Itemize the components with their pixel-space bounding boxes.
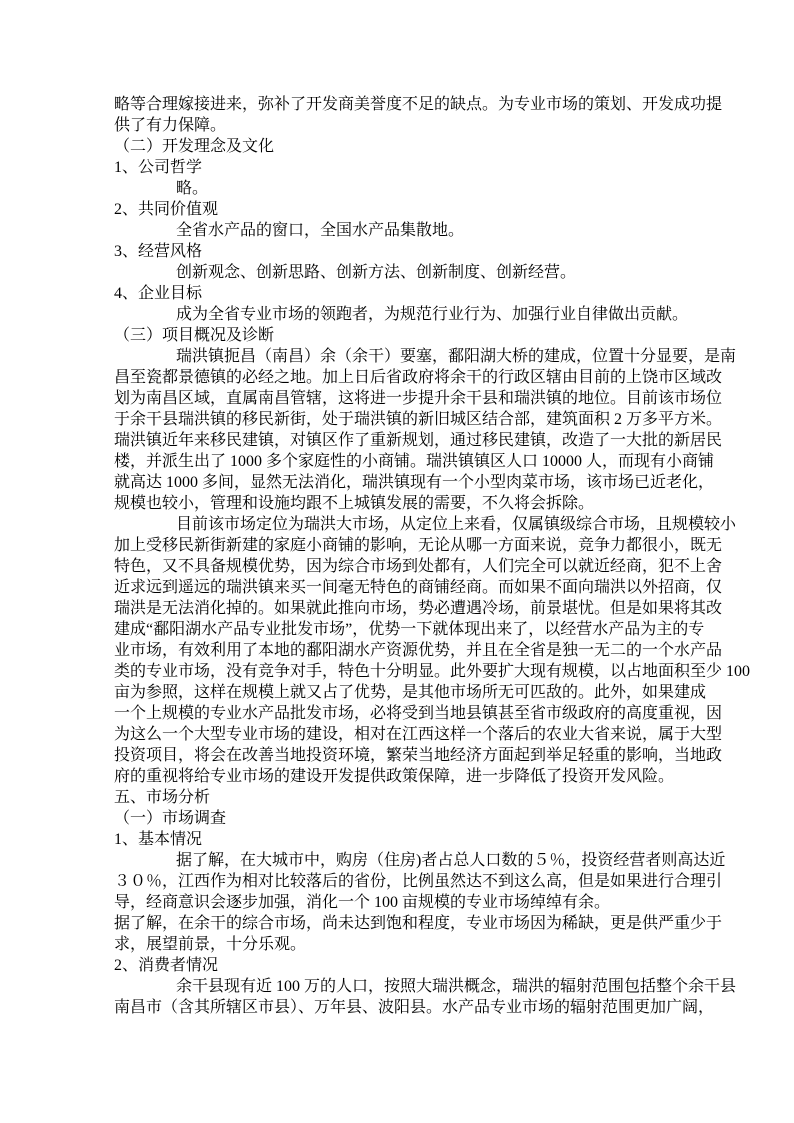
text-line: 略等合理嫁接进来，弥补了开发商美誉度不足的缺点。为专业市场的策划、开发成功提: [114, 96, 723, 113]
text-line: 近求远到遥远的瑞洪镇来买一间毫无特色的商铺经商。而如果不面向瑞洪以外招商，仅: [114, 579, 723, 596]
text-line: 成为全省专业市场的领跑者，为规范行业行为、加强行业自律做出贡献。: [176, 306, 689, 323]
text-line: 目前该市场定位为瑞洪大市场，从定位上来看，仅属镇级综合市场，且规模较小: [176, 516, 737, 533]
text-line: 特色，又不具备规模优势，因为综合市场到处都有，人们完全可以就近经商，犯不上舍: [114, 558, 723, 575]
text-line: 于余干县瑞洪镇的移民新街，处于瑞洪镇的新旧城区结合部，建筑面积 2 万多平方米。: [114, 411, 723, 428]
text-line: 业市场，有效利用了本地的鄱阳湖水产资源优势，并且在全省是独一无二的一个水产品: [114, 642, 723, 659]
text-line: 南昌市（含其所辖区市县）、万年县、波阳县。水产品专业市场的辐射范围更加广阔，: [114, 999, 715, 1016]
text-line: 略。: [176, 180, 209, 197]
text-line: 1、公司哲学: [114, 159, 203, 176]
text-line: （三）项目概况及诊断: [114, 327, 275, 344]
text-line: 规模也较小，管理和设施均跟不上城镇发展的需要，不久将会拆除。: [114, 495, 595, 512]
text-line: 创新观念、创新思路、创新方法、创新制度、创新经营。: [176, 264, 577, 281]
text-line: 1、基本情况: [114, 831, 203, 848]
text-line: 3、经营风格: [114, 243, 203, 260]
text-line: 为这么一个大型专业市场的建设，相对在江西这样一个落后的农业大省来说，属于大型: [114, 726, 723, 743]
text-line: 瑞洪镇近年来移民建镇，对镇区作了重新规划，通过移民建镇，改造了一大批的新居民: [114, 432, 723, 449]
document-body: [114, 94, 751, 1018]
text-line: （一）市场调查: [114, 810, 227, 827]
text-line: 投资项目，将会在改善当地投资环境，繁荣当地经济方面起到举足轻重的影响，当地政: [114, 747, 723, 764]
text-line: 余干县现有近 100 万的人口，按照大瑞洪概念，瑞洪的辐射范围包括整个余干县: [176, 978, 737, 995]
text-line: （二）开发理念及文化: [114, 138, 275, 155]
text-line: 4、企业目标: [114, 285, 203, 302]
text-line: 府的重视将给专业市场的建设开发提供政策保障，进一步降低了投资开发风险。: [114, 768, 675, 785]
text-line: 五、市场分析: [114, 789, 211, 806]
text-line: 加上受移民新街新建的家庭小商铺的影响，无论从哪一方面来说，竞争力都很小，既无: [114, 537, 723, 554]
text-line: 求，展望前景，十分乐观。: [114, 936, 307, 953]
text-line: 一个上规模的专业水产品批发市场，必将受到当地县镇甚至省市级政府的高度重视，因: [114, 705, 723, 722]
text-line: 划为南昌区域，直属南昌管辖，这将进一步提升余干县和瑞洪镇的地位。目前该市场位: [114, 390, 723, 407]
text-line: 昌至瓷都景德镇的必经之地。加上日后省政府将余干的行政区辖由目前的上饶市区域改: [114, 369, 723, 386]
text-line: 导，经商意识会逐步加强，消化一个 100 亩规模的专业市场绰绰有余。: [114, 894, 611, 911]
text-line: 2、消费者情况: [114, 957, 219, 974]
text-line: 供了有力保障。: [114, 117, 227, 134]
text-line: 亩为参照，这样在规模上就又占了优势，是其他市场所无可匹敌的。此外，如果建成: [114, 684, 707, 701]
text-line: 据了解，在大城市中，购房（住房)者占总人口数的５％，投资经营者则高达近: [176, 852, 726, 869]
text-line: 楼，并派生出了 1000 多个家庭性的小商铺。瑞洪镇镇区人口 10000 人，而现有小商铺: [114, 453, 715, 470]
text-line: 类的专业市场，没有竞争对手，特色十分明显。此外要扩大现有规模，以占地面积至少 100: [114, 663, 751, 680]
text-line: 全省水产品的窗口，全国水产品集散地。: [176, 222, 465, 239]
text-line: 据了解，在余干的综合市场，尚未达到饱和程度，专业市场因为稀缺，更是供严重少于: [114, 915, 723, 932]
text-line: 建成“鄱阳湖水产品专业批发市场”，优势一下就体现出来了，以经营水产品为主的专: [114, 621, 705, 638]
text-line: 2、共同价值观: [114, 201, 219, 218]
text-line: ３０％，江西作为相对比较落后的省份，比例虽然达不到这么高，但是如果进行合理引: [114, 873, 723, 890]
text-line: 就高达 1000 多间，显然无法消化，瑞洪镇现有一个小型肉菜市场，该市场已近老化，: [114, 474, 715, 491]
text-line: 瑞洪镇扼昌（南昌）余（余干）要塞，鄱阳湖大桥的建成，位置十分显要，是南: [176, 348, 737, 365]
text-line: 瑞洪是无法消化掉的。如果就此推向市场，势必遭遇冷场，前景堪忧。但是如果将其改: [114, 600, 723, 617]
